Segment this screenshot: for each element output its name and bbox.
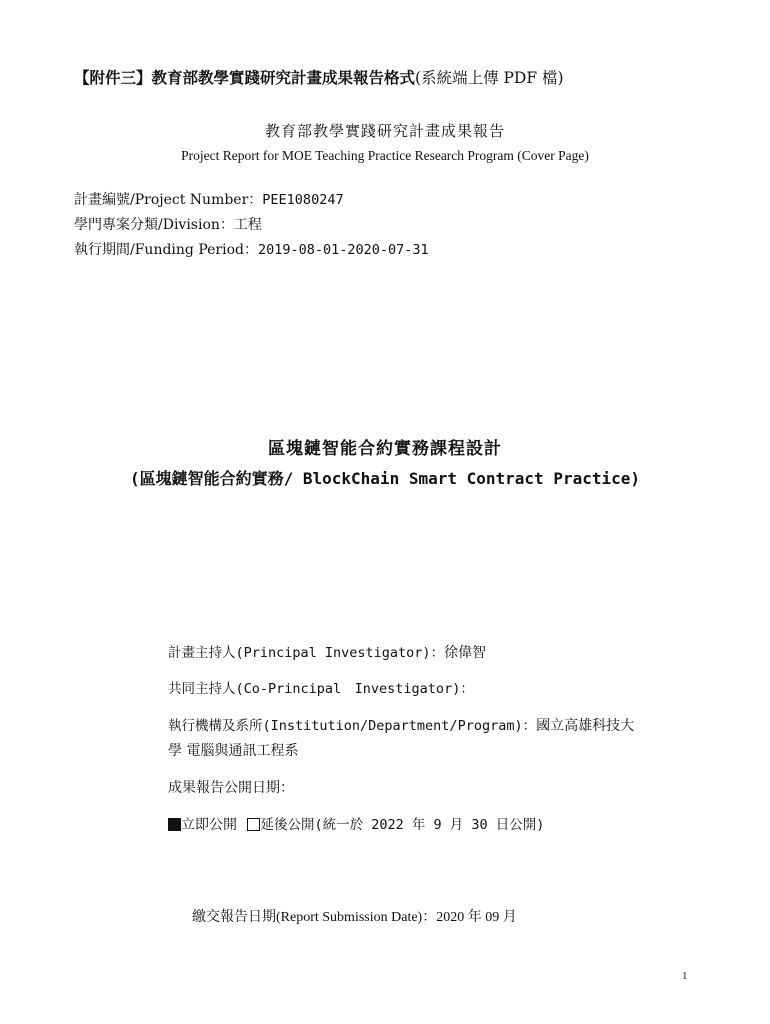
report-title-cn: 教育部教學實踐研究計畫成果報告 xyxy=(264,122,505,140)
page-number: 1 xyxy=(682,970,688,982)
project-number-label: 計畫編號/Project Number： xyxy=(74,192,263,208)
institution-line2: 學 電腦與通訊工程系 xyxy=(168,743,299,759)
annex-header xyxy=(74,66,564,88)
publication-options xyxy=(168,813,544,834)
project-number-row xyxy=(74,189,344,209)
delayed-checkbox[interactable] xyxy=(247,818,260,831)
submission-label: 繳交報告日期(Report Submission Date)： xyxy=(192,910,437,925)
funding-period-label: 執行期間/Funding Period： xyxy=(74,242,258,258)
annex-label: 【附件三】教育部教學實踐研究計畫成果報告格式 xyxy=(74,68,416,87)
report-title-en: Project Report for MOE Teaching Practice Research Program (Cover Page) xyxy=(181,148,589,163)
pi-row xyxy=(168,641,486,662)
annex-note: (系統端上傳 PDF 檔) xyxy=(415,69,564,87)
course-title: 區塊鏈智能合約實務課程設計 xyxy=(268,439,502,459)
pi-name: 徐偉智 xyxy=(444,645,487,661)
funding-period-row xyxy=(74,239,429,259)
funding-period-value: 2019-08-01-2020-07-31 xyxy=(257,242,429,258)
delayed-label: 延後公開(統一於 2022 年 9 月 30 日公開) xyxy=(260,817,545,833)
institution-row-2 xyxy=(168,740,298,760)
copi-row xyxy=(168,677,474,697)
immediate-checkbox[interactable] xyxy=(168,818,181,831)
project-number-value: PEE1080247 xyxy=(262,192,344,208)
institution-row xyxy=(168,714,634,735)
submission-row xyxy=(192,906,517,926)
division-row xyxy=(74,214,262,234)
pi-label: 計畫主持人(Principal Investigator)： xyxy=(168,645,445,661)
division-label: 學門專案分類/Division： xyxy=(74,217,234,233)
course-subtitle xyxy=(0,466,770,489)
institution-line1: 國立高雄科技大 xyxy=(536,718,635,734)
copi-label: 共同主持人(Co-Principal Investigator)： xyxy=(168,681,474,697)
course-subtitle-text: (區塊鏈智能合約實務/ BlockChain Smart Contract Practice) xyxy=(129,469,641,488)
publication-date-label: 成果報告公開日期： xyxy=(168,780,294,796)
submission-date: 2020 年 09 月 xyxy=(436,910,517,925)
institution-label: 執行機構及系所(Institution/Department/Program)： xyxy=(168,718,537,734)
immediate-label: 立即公開 xyxy=(181,817,237,833)
division-value: 工程 xyxy=(233,217,262,233)
